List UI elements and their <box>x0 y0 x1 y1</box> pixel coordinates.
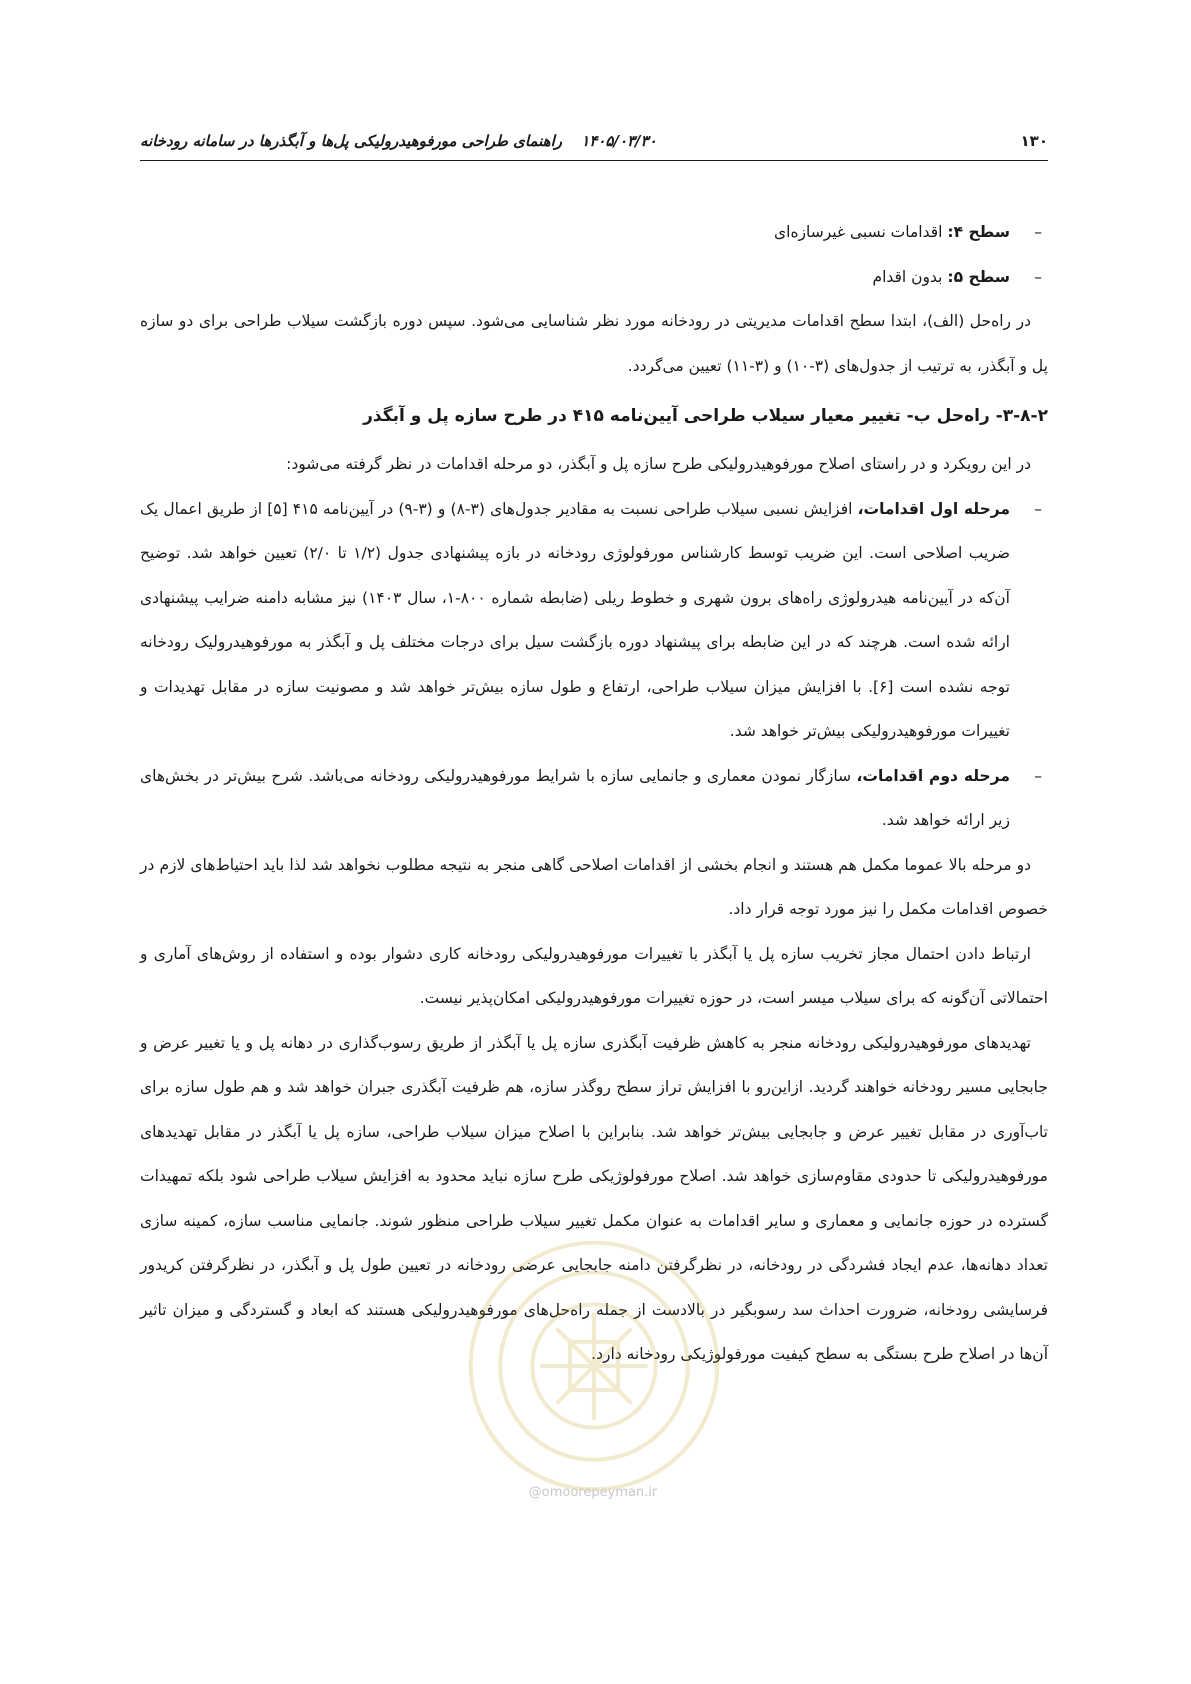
header-title: راهنمای طراحی مورفوهیدرولیکی پل‌ها و آبگذرها در سامانه رودخانه <box>140 132 562 150</box>
bullet-stage-2 <box>140 754 1048 843</box>
bullet-label: سطح ۵: <box>947 267 1010 286</box>
bullet-label: سطح ۴: <box>947 223 1010 241</box>
bullet-level-4 <box>140 210 1048 255</box>
bullet-label: مرحله اول اقدامات، <box>857 499 1010 518</box>
paragraph-intro: در راه‌حل (الف)، ابتدا سطح اقدامات مدیریتی در رودخانه مورد نظر شناسایی می‌شود. سپس دوره بازگشت سیلاب طراحی برای دو سازه پل و آبگذر، به ترتیب از جدول‌های (۳-۱۰) و (۳-۱۱) تعیین می‌گردد. <box>140 312 1048 375</box>
bullet-dash: – <box>1034 267 1042 286</box>
watermark-logo-icon <box>460 1232 728 1500</box>
header-date: ۱۴۰۵/۰۳/۳۰ <box>581 132 657 150</box>
page-number: ۱۳۰ <box>1020 132 1048 150</box>
section-heading: ۳-۸-۲- راه‌حل ب- تغییر معیار سیلاب طراحی آیین‌نامه ۴۱۵ در طرح سازه پل و آبگذر <box>363 406 1048 426</box>
bullet-text: اقدامات نسبی غیرسازه‌ای <box>774 223 943 241</box>
running-title <box>140 132 657 150</box>
bullet-stage-1 <box>140 487 1048 754</box>
bullet-label: مرحله دوم اقدامات، <box>856 766 1010 785</box>
watermark-url: @omoorepeyman.ir <box>528 1485 658 1500</box>
bullet-text: بدون اقدام <box>872 267 943 286</box>
bullet-text: سازگار نمودن معماری و جانمایی سازه با شرایط مورفوهیدرولیکی رودخانه می‌باشد. شرح بیش‌تر در بخش‌های زیر ارائه خواهد شد. <box>140 766 1010 829</box>
paragraph-probability: ارتباط دادن احتمال مجاز تخریب سازه پل یا آبگذر با تغییرات مورفوهیدرولیکی رودخانه کاری دشوار بوده و استفاده از روش‌های آماری و احتمالاتی آن‌گونه که برای سیلاب میسر است، در حوزه تغییرات مورفوهیدرولیکی امکان‌پذیر نیست. <box>140 944 1048 1007</box>
paragraph-complement: دو مرحله بالا عموما مکمل هم هستند و انجام بخشی از اقدامات اصلاحی گاهی منجر به نتیجه مطلوب نخواهد شد لذا باید احتیاط‌های لازم در خصوص اقدامات مکمل را نیز مورد توجه قرار داد. <box>140 855 1048 918</box>
header-rule <box>140 160 1048 161</box>
bullet-level-5 <box>140 255 1048 300</box>
paragraph-approach: در این رویکرد و در راستای اصلاح مورفوهیدرولیکی طرح سازه پل و آبگذر، دو مرحله اقدامات در نظر گرفته می‌شود: <box>286 455 1031 473</box>
body-text <box>140 210 1048 1377</box>
bullet-dash: – <box>1034 766 1042 785</box>
bullet-dash: – <box>1034 499 1042 518</box>
paragraph-threats: تهدیدهای مورفوهیدرولیکی رودخانه منجر به کاهش ظرفیت آبگذری سازه پل یا آبگذر از طریق رسوب‌گذاری در دهانه پل و یا تغییر عرض و جابجایی مسیر رودخانه خواهند گردید. ازاین‌رو با افزایش تراز سطح روگذر سازه، هم ظرفیت آبگذری جبران خواهد شد و هم طول سازه برای تاب‌آوری در مقابل تغییر عرض و جابجایی بیش‌تر خواهد شد. بنابراین با اصلاح میزان سیلاب طراحی، سازه پل یا آبگذر در مقابل تهدیدهای مورفوهیدرولیکی تا حدودی مقاوم‌سازی خواهد شد. اصلاح مورفولوژیکی طرح سازه نباید محدود به افزایش سیلاب طراحی شود بلکه تمهیدات گسترده در حوزه جانمایی و معماری و سایر اقدامات به عنوان مکمل تغییر سیلاب طراحی منظور شوند. جانمایی مناسب سازه، کمینه سازی تعداد دهانه‌ها، عدم ایجاد فشردگی در رودخانه، در نظرگرفتن دامنه جابجایی عرضی رودخانه در تعیین طول پل و آبگذر، در نظرگرفتن کریدور فرسایشی رودخانه، ضرورت احداث سد رسوبگیر در بالادست از جمله راه‌حل‌های مورفوهیدرولیکی هستند که ابعاد و گستردگی و میزان تاثیر آن‌ها در اصلاح طرح بستگی به سطح کیفیت مورفولوژیکی رودخانه دارد. <box>140 1033 1048 1363</box>
bullet-text: افزایش نسبی سیلاب طراحی نسبت به مقادیر جدول‌های (۳-۸) و (۳-۹) در آیین‌نامه ۴۱۵ [۵] از طریق اعمال یک ضریب اصلاحی است. این ضریب توسط کارشناس مورفولوژی رودخانه در بازه پیشنهادی جدول (۱/۲ تا ۲/۰) تعیین خواهد شد. توضیح آن‌که در آیین‌نامه هیدرولوژی راه‌های برون شهری و خطوط ریلی (ضابطه شماره ۸۰۰-۱، سال ۱۴۰۳) نیز مشابه دامنه ضرایب پیشنهادی ارائه شده است. هرچند که در این ضابطه برای پیشنهاد دوره بازگشت سیل برای درجات مختلف پل و آبگذر به مورفوهیدرولیک رودخانه توجه نشده است [۶]. با افزایش میزان سیلاب طراحی، ارتفاع و طول سازه بیش‌تر خواهد شد و مصونیت سازه در مقابل تهدیدات و تغییرات مورفوهیدرولیکی بیش‌تر خواهد شد. <box>140 499 1010 740</box>
bullet-dash: – <box>1034 223 1042 241</box>
page-header <box>140 128 1048 158</box>
